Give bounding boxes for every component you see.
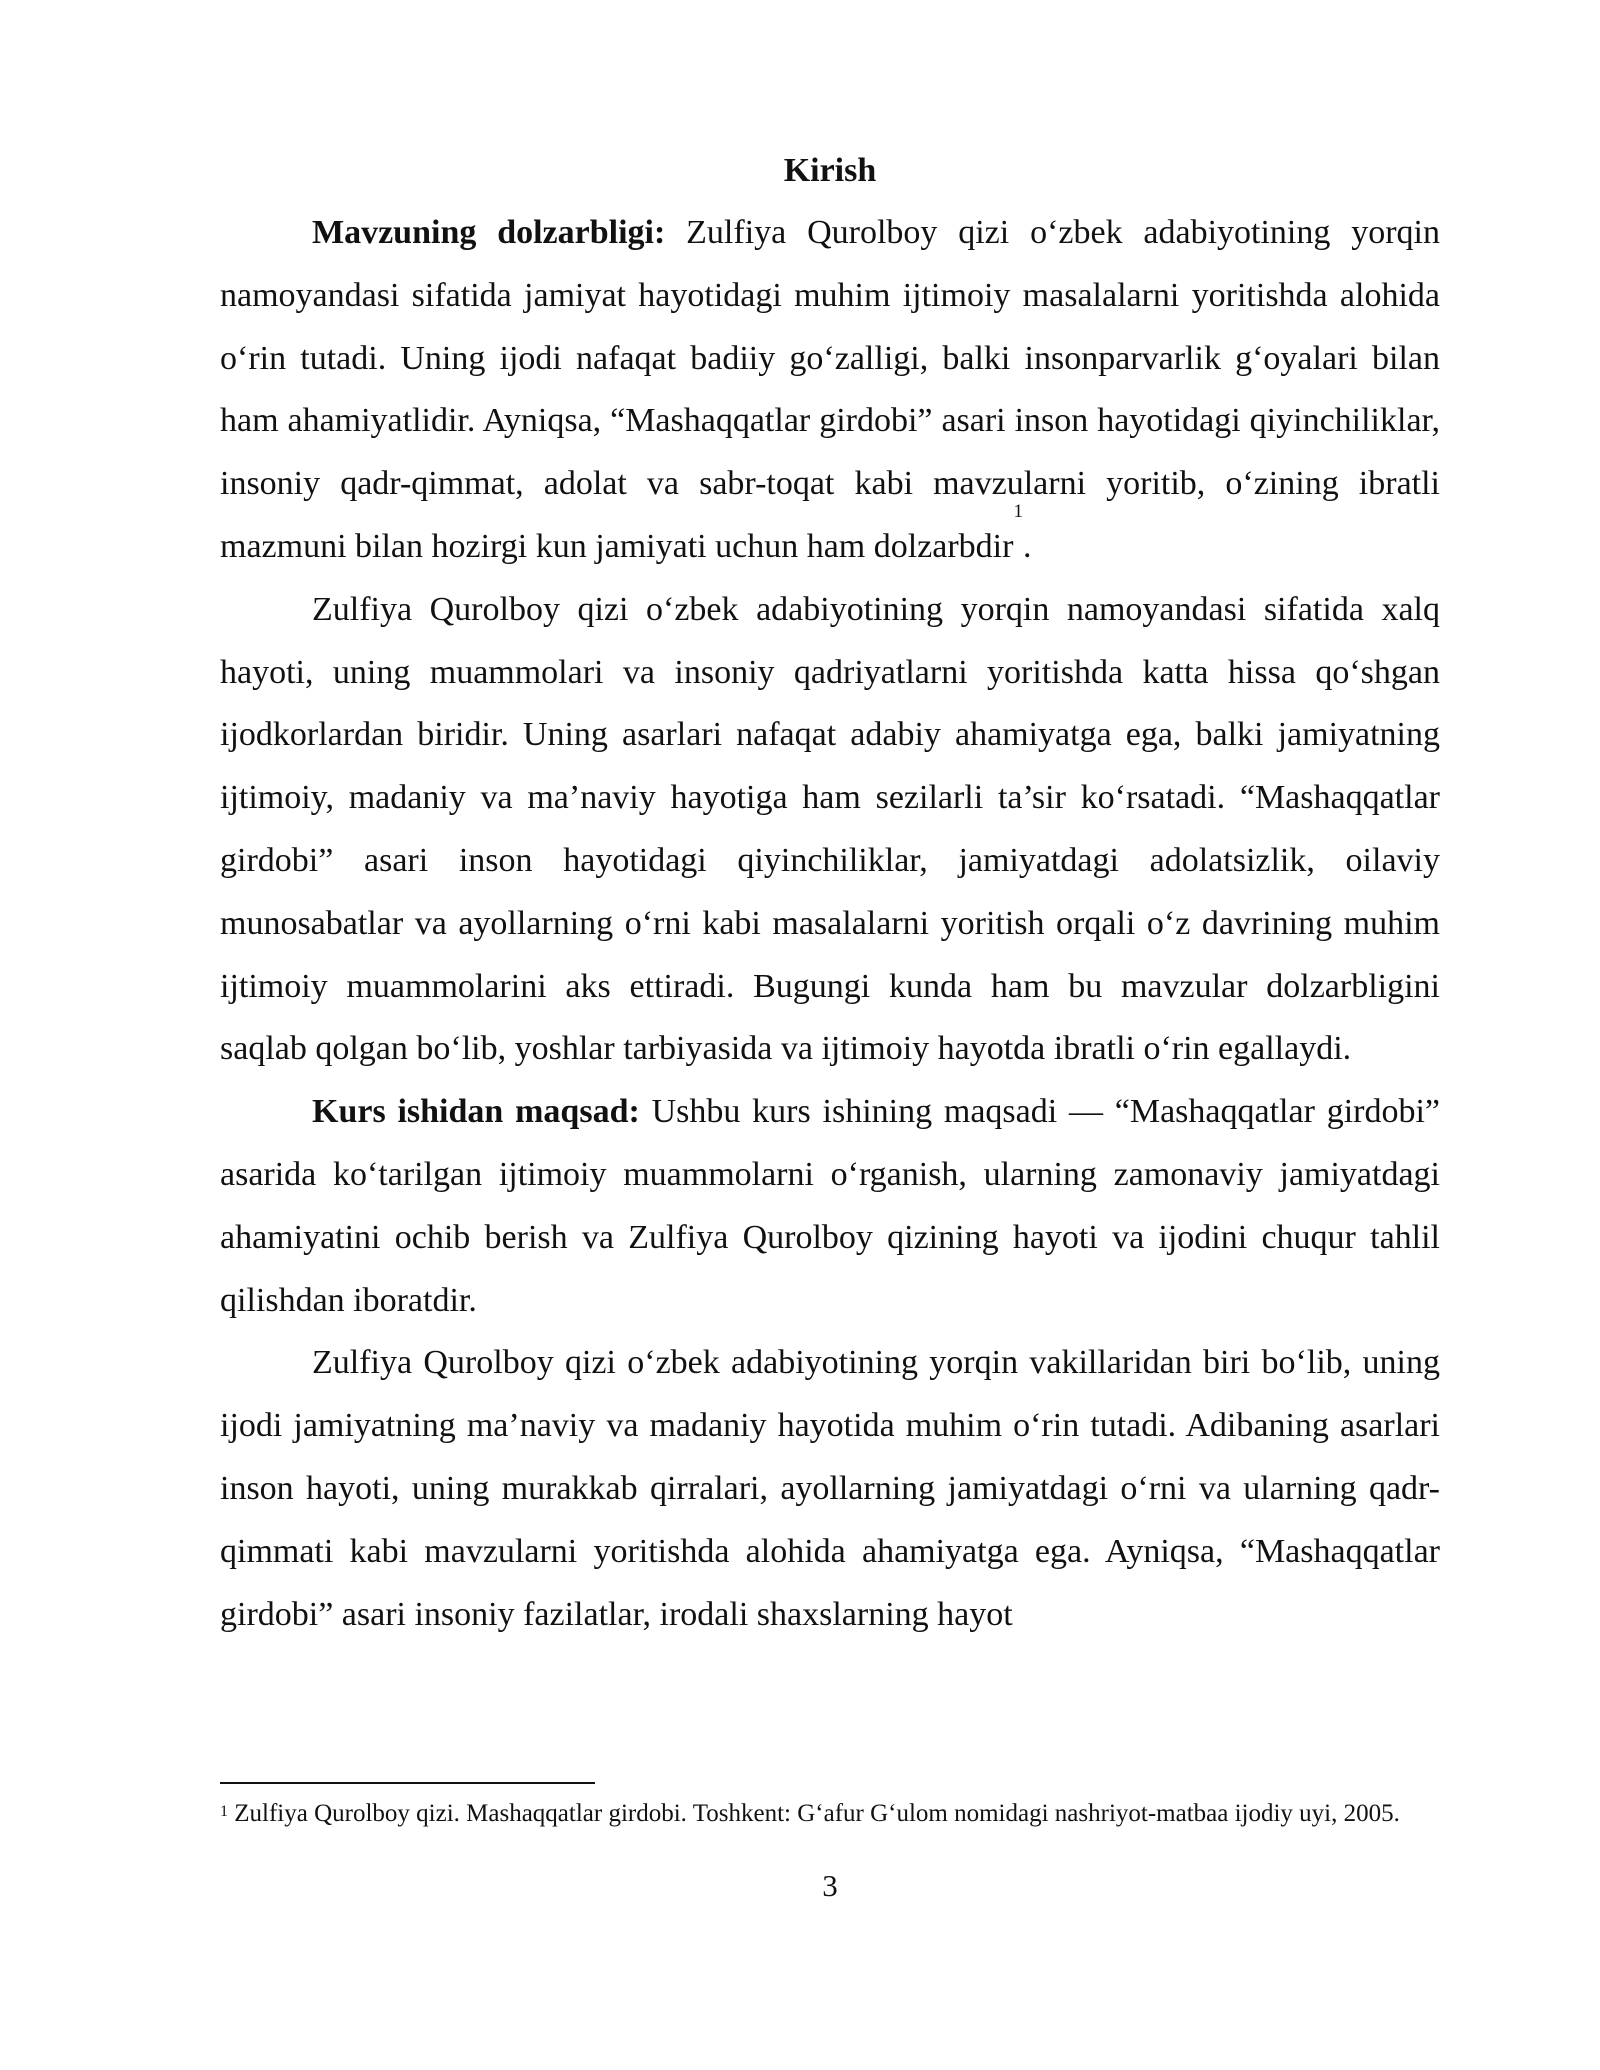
course-goal-text: Ushbu kurs ishining maqsadi — “Mashaqqatlar girdobi” asarida koʻtarilgan ijtimoiy muammolarni oʻrganish, ularning zamonaviy jamiyatdagi ahamiyatini ochib berish va Zulfiya Qurolboy qizining hayoti va ijodini chuqur tahlil qilishdan iboratdir. [220, 1093, 1440, 1319]
footnote [220, 1796, 1440, 1832]
paragraph-course-goal [220, 1081, 1440, 1332]
paragraph-author-significance [220, 1332, 1440, 1646]
footnote-text: Zulfiya Qurolboy qizi. Mashaqqatlar girdobi. Toshkent: Gʻafur Gʻulom nomidagi nashriyot-matbaa ijodiy uyi, 2005. [228, 1800, 1400, 1827]
paragraph-relevance [220, 202, 1440, 579]
relevance-heading: Mavzuning dolzarbligi: [312, 214, 666, 251]
relevance-text-end: . [1022, 527, 1032, 565]
paragraph-author-overview [220, 579, 1440, 1081]
page-number: 3 [822, 1868, 838, 1903]
footnote-marker: 1 [220, 1803, 228, 1820]
author-overview-text: Zulfiya Qurolboy qizi oʻzbek adabiyotining yorqin namoyandasi sifatida xalq hayoti, uning muammolari va insoniy qadriyatlarni yoritishda katta hissa qoʻshgan ijodkorlardan biridir. Uning asarlari nafaqat adabiy ahamiyatga ega, balki jamiyatning ijtimoiy, madaniy va ma’naviy hayotiga ham sezilarli ta’sir koʻrsatadi. “Mashaqqatlar girdobi” asari inson hayotidagi qiyinchiliklar, jamiyatdagi adolatsizlik, oilaviy munosabatlar va ayollarning oʻrni kabi masalalarni yoritish orqali oʻz davrining muhim ijtimoiy muammolarini aks ettiradi. Bugungi kunda ham bu mavzular dolzarbligini saqlab qolgan boʻlib, yoshlar tarbiyasida va ijtimoiy hayotda ibratli oʻrin egallaydi. [220, 590, 1440, 1068]
course-goal-heading: Kurs ishidan maqsad: [312, 1093, 640, 1131]
author-significance-text: Zulfiya Qurolboy qizi oʻzbek adabiyotining yorqin vakillaridan biri boʻlib, uning ijodi jamiyatning ma’naviy va madaniy hayotida muhim oʻrin tutadi. Adibaning asarlari inson hayoti, uning murakkab qirralari, ayollarning jamiyatdagi oʻrni va ularning qadr-qimmati kabi mavzularni yoritishda alohida ahamiyatga ega. Ayniqsa, “Mashaqqatlar girdobi” asari insoniy fazilatlar, irodali shaxslarning hayot [220, 1344, 1440, 1633]
footnote-separator [220, 1782, 595, 1784]
body-text [220, 202, 1440, 1646]
relevance-text: Zulfiya Qurolboy qizi oʻzbek adabiyotining yorqin namoyandasi sifatida jamiyat hayotidagi muhim ijtimoiy masalalarni yoritishda alohida oʻrin tutadi. Uning ijodi nafaqat badiiy goʻzalligi, balki insonparvarlik gʻoyalari bilan ham ahamiyatlidir. Ayniqsa, “Mashaqqatlar girdobi” asari inson hayotidagi qiyinchiliklar, insoniy qadr-qimmat, adolat va sabr-toqat kabi mavzularni yoritib, oʻzining ibratli mazmuni bilan hozirgi kun jamiyati uchun ham dolzarbdir [220, 214, 1440, 565]
page-title: Kirish [783, 152, 877, 189]
footnote-reference[interactable]: 1 [1013, 500, 1023, 522]
